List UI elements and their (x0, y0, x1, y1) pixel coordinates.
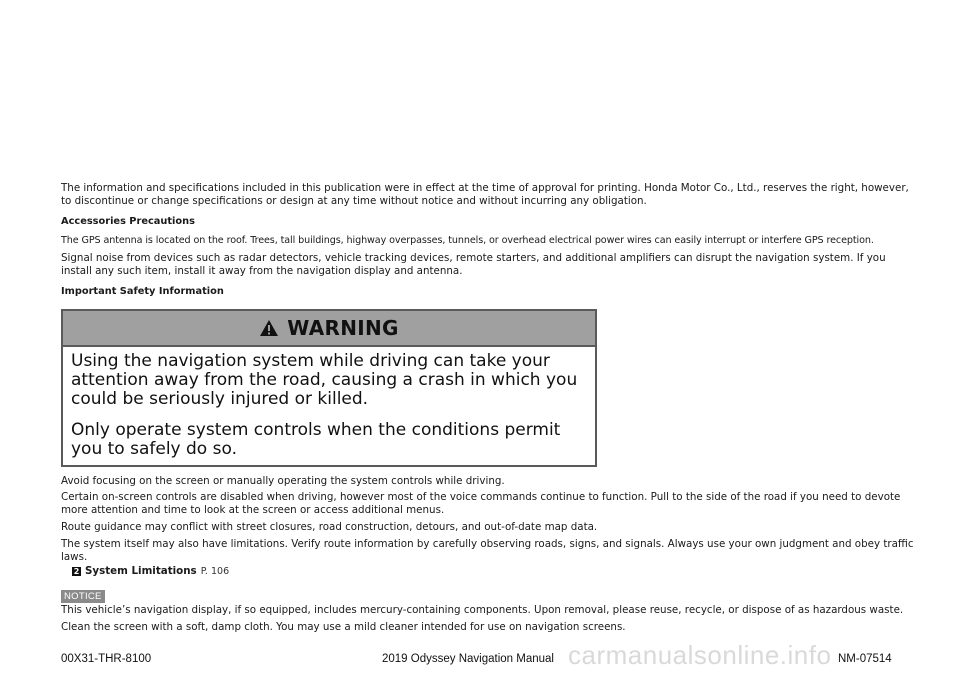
clean-screen-paragraph: Clean the screen with a soft, damp cloth. You may use a mild cleaner intended for use on navigation screens. (61, 621, 626, 633)
warning-body (63, 347, 595, 459)
notice-badge: NOTICE (61, 590, 105, 603)
warning-title: WARNING (287, 316, 399, 340)
safety-heading: Important Safety Information (61, 286, 224, 297)
route-paragraph: Route guidance may conflict with street closures, road construction, detours, and out-of-date map data. (61, 521, 598, 533)
signal-paragraph: Signal noise from devices such as radar detectors, vehicle tracking devices, remote starters, and additional amplifiers can disrupt the navigation system. If you install any such item, install it away from the navigation display and antenna. (61, 252, 886, 277)
footer-document-code: NM-07514 (838, 653, 892, 665)
avoid-paragraph: Avoid focusing on the screen or manually operating the system controls while driving. (61, 475, 505, 487)
gps-paragraph: The GPS antenna is located on the roof. Trees, tall buildings, highway overpasses, tunnels, or overhead electrical power wires can easily interrupt or interfere GPS reception. (61, 235, 874, 246)
disabled-controls-paragraph: Certain on-screen controls are disabled when driving, however most of the voice commands continue to function. Pull to the side of the road if you need to devote more attention and time to look at the screen or access additional menus. (61, 491, 901, 516)
warning-text-2: Only operate system controls when the conditions permit you to safely do so. (71, 420, 561, 459)
warning-triangle-icon (259, 319, 279, 337)
warning-header (63, 311, 595, 347)
mercury-paragraph: This vehicle’s navigation display, if so equipped, includes mercury-containing components. Upon removal, please reuse, recycle, or dispose of as hazardous waste. (61, 604, 904, 616)
reference-arrow-icon: 2 (73, 566, 80, 576)
system-limitations-link[interactable] (72, 565, 229, 577)
intro-paragraph: The information and specifications included in this publication were in effect at the time of approval for printing. Honda Motor Co., Ltd., reserves the right, however, to discontinue or change specifications or design at any time without notice and without incurring any obligation. (61, 182, 909, 207)
footer-part-number: 00X31-THR-8100 (61, 653, 152, 665)
reference-page: P. 106 (200, 565, 230, 577)
watermark: carmanualsonline.info (568, 640, 832, 670)
footer-manual-title: 2019 Odyssey Navigation Manual (382, 653, 554, 665)
limitations-paragraph: The system itself may also have limitations. Verify route information by carefully observing roads, signs, and signals. Always use your own judgment and obey traffic laws. (61, 538, 914, 563)
reference-label: System Limitations (85, 565, 197, 577)
accessories-heading: Accessories Precautions (61, 216, 195, 227)
warning-text-1: Using the navigation system while driving can take your attention away from the road, causing a crash in which you could be seriously injured or killed. (71, 351, 578, 409)
warning-box (61, 309, 597, 467)
